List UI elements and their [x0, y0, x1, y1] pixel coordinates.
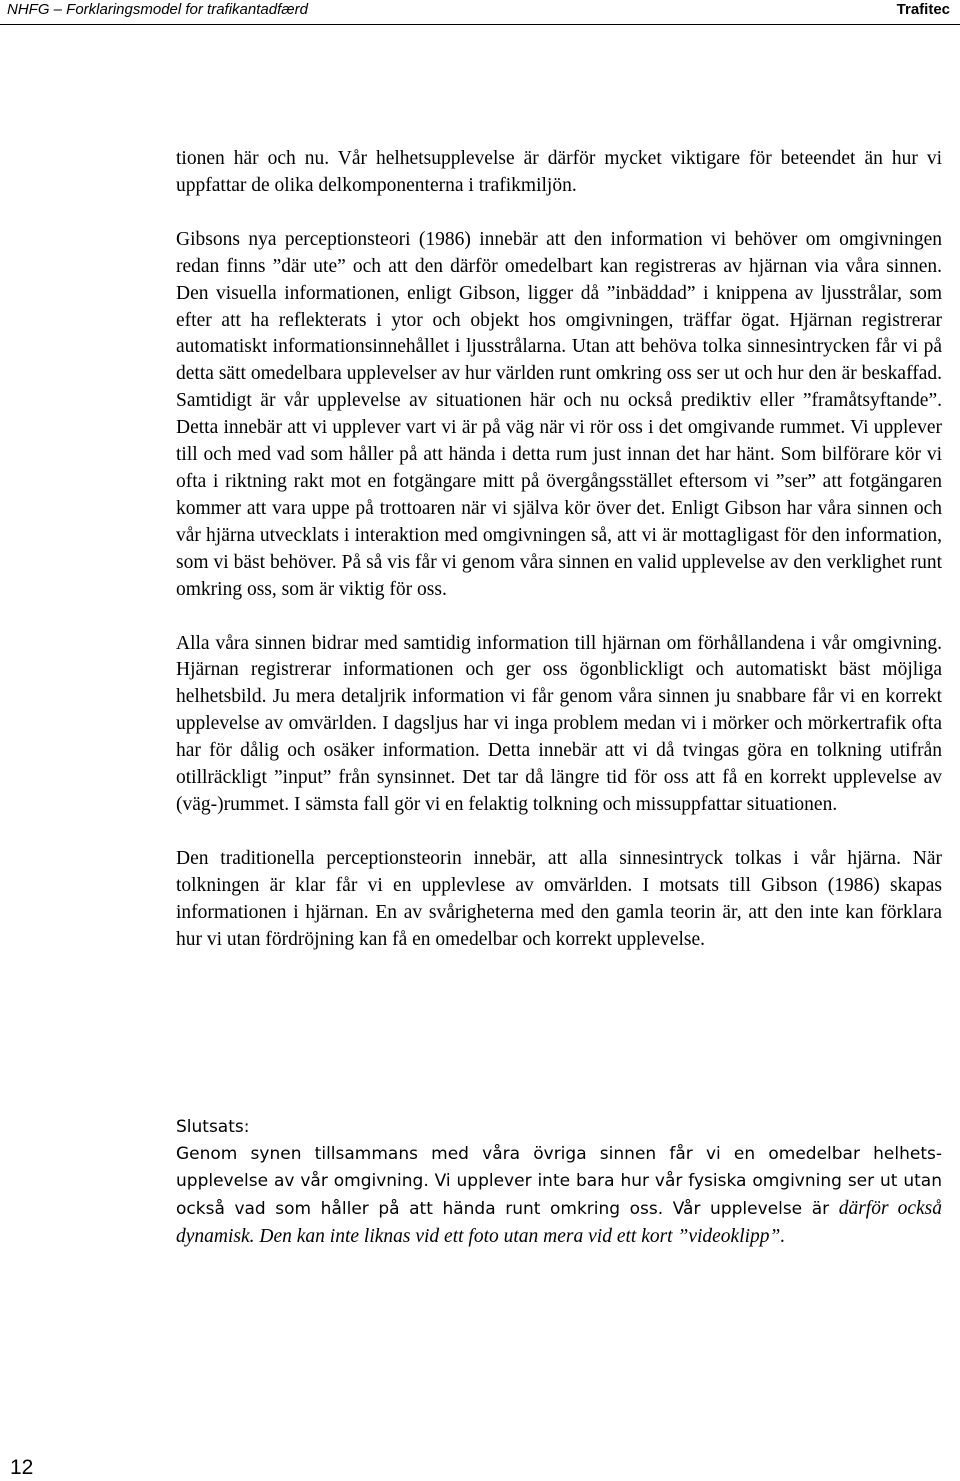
header-organization: Trafitec — [896, 1, 950, 18]
conclusion-body — [176, 1141, 942, 1251]
paragraph-2: Gibsons nya perceptionsteori (1986) innebär att den information vi behöver om omgivningen redan finns ”där ute” och att den därför omedelbart kan registreras av hjärnan via våra sinnen. Den visuella informationen, enligt Gibson, ligger då ”inbäddad” i knippena av ljusstrålar, som efter att ha reflekterats i ytor och objekt hos omgivningen, träffar ögat. Hjärnan registrerar automatiskt informationsinnehållet i ljusstrålarna. Utan att behöva tolka sinnesintrycken får vi på detta sätt omedelbara upplevelser av hur världen runt omkring oss ser ut och hur den är beskaffad. Samtidigt är vår upplevelse av situationen här och nu också prediktiv eller ”framåtsyftande”. Detta innebär att vi upplever vart vi är på väg när vi rör oss i det omgivande rummet. Vi upplever till och med vad som håller på att hända i detta rum just innan det har hänt. Som bilförare kör vi ofta i riktning rakt mot en fotgängare mitt på övergångsstället eftersom vi ”ser” att fotgängaren kommer att vara uppe på trottoaren när vi själva kör över det. Enligt Gibson har våra sinnen och vår hjärna utvecklats i interaktion med omgivningen så, att vi är mottagligast för den information, som vi bäst behöver. På så vis får vi genom våra sinnen en valid upplevelse av den verklighet runt omkring oss, som är viktig för oss. — [176, 228, 942, 600]
page-header — [0, 0, 960, 25]
paragraph-4: Den traditionella perceptionsteorin innebär, att alla sinnesintryck tolkas i vår hjärna. När tolkningen är klar får vi en upplevlese av omvärlden. I motsats till Gibson (1986) skapas informationen i hjärnan. En av svårigheterna med den gamla teorin är, att den inte kan förklara hur vi utan fördröjning kan få en omedelbar och korrekt upplevelse. — [176, 847, 942, 950]
header-title: NHFG – Forklaringsmodel for trafikantadfærd — [7, 1, 308, 18]
paragraph-3: Alla våra sinnen bidrar med samtidig information till hjärnan om förhållandena i vår omgivning. Hjärnan registrerar informationen och ger oss ögonblickligt och automatiskt bäst möjliga helhetsbild. Ju mera detaljrik information vi får genom våra sinnen ju snabbare får vi en korrekt upplevelse av omvärlden. I dagsljus har vi inga problem medan vi i mörker och mörkertrafik ofta har för dålig och osäker information. Detta innebär att vi då tvingas göra en tolkning utifrån otillräckligt ”input” från synsinnet. Det tar då längre tid för oss att få en korrekt upplevelse av (väg-)rummet. I sämsta fall gör vi en felaktig tolkning och missuppfattar situationen. — [176, 632, 942, 815]
conclusion-heading: Slutsats: — [176, 1117, 250, 1137]
conclusion-italic-text: därför också dynamisk. Den kan inte liknas vid ett foto utan mera vid ett kort ”videoklipp”. — [176, 1198, 942, 1247]
paragraph-1: tionen här och nu. Vår helhetsupplevelse är därför mycket viktigare för beteendet än hur vi uppfattar de olika delkomponenterna i trafikmiljön. — [176, 148, 942, 196]
body-text — [176, 146, 942, 980]
page-number: 12 — [10, 1456, 34, 1479]
conclusion-text: Genom synen tillsammans med våra övriga sinnen får vi en omedelbar helhetsupplevelse av vår omgivning. Vi upplever inte bara hur vår fysiska omgivning ser ut utan också vad som håller på att hända runt omkring oss. Vår upplevelse är — [176, 1144, 942, 1219]
conclusion-section — [176, 1114, 942, 1251]
